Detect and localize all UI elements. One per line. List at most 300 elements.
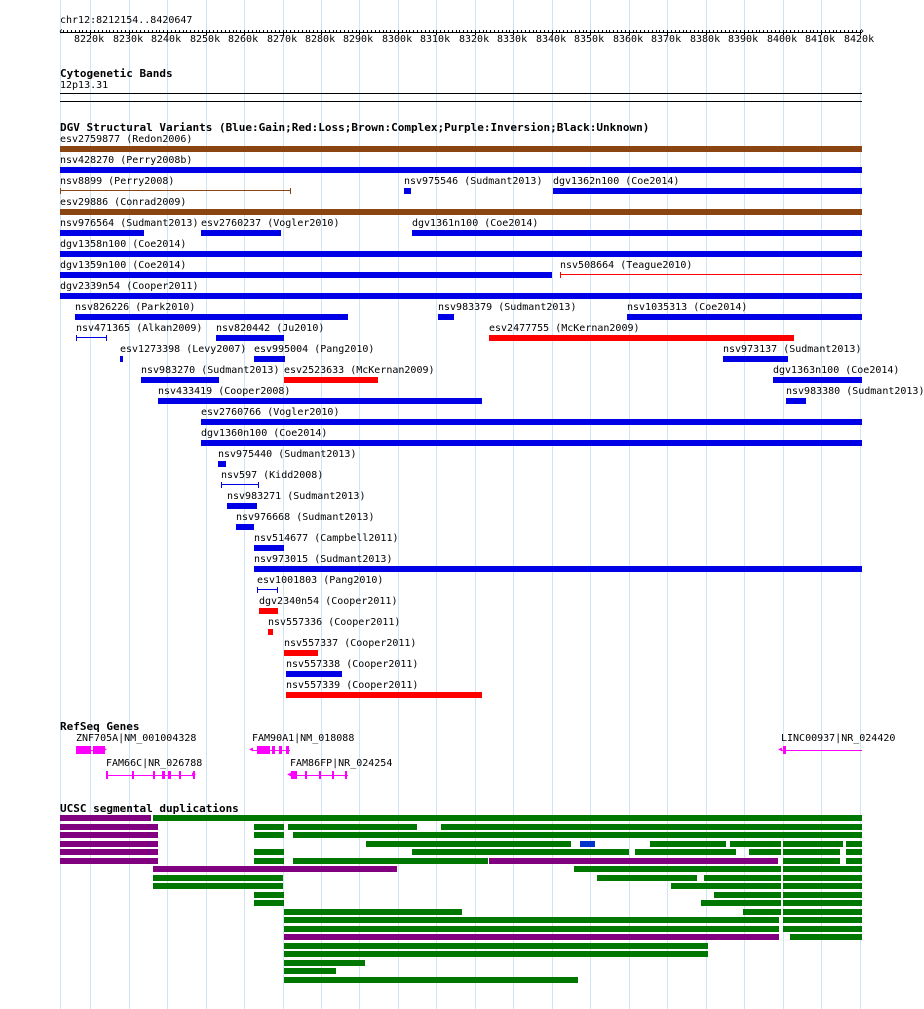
ruler-minor-tick <box>333 30 334 33</box>
ruler-minor-tick <box>506 30 507 33</box>
sv-feature-end-cap <box>290 188 291 194</box>
ruler-minor-tick <box>509 30 510 33</box>
sv-feature[interactable] <box>158 398 482 404</box>
position-readout: chr12:8212154..8420647 <box>60 15 193 26</box>
ruler-minor-tick <box>306 30 307 33</box>
sv-label: dgv1360n100 (Coe2014) <box>201 428 328 439</box>
ruler-minor-tick <box>190 30 191 33</box>
ruler-minor-tick <box>698 30 699 33</box>
gene-exon <box>332 771 334 779</box>
ruler-minor-tick <box>848 30 849 33</box>
segdup-feature[interactable] <box>254 824 284 830</box>
gene-model[interactable] <box>777 744 862 755</box>
ruler-minor-tick <box>794 30 795 33</box>
ruler-minor-tick <box>644 30 645 33</box>
gene-exon <box>76 746 91 754</box>
sv-feature-line <box>221 484 259 485</box>
sv-feature[interactable] <box>404 188 411 194</box>
ruler-minor-tick <box>375 30 376 33</box>
sv-label: nsv820442 (Ju2010) <box>216 323 325 334</box>
ruler-minor-tick <box>721 30 722 33</box>
ruler-minor-tick <box>471 30 472 33</box>
segdup-feature[interactable] <box>783 917 862 923</box>
ruler-minor-tick <box>571 30 572 33</box>
ruler-tick-label: 8420k <box>844 34 875 45</box>
sv-feature[interactable] <box>560 272 862 278</box>
ruler-minor-tick <box>363 30 364 33</box>
segdup-feature[interactable] <box>730 841 781 847</box>
ruler-minor-tick <box>771 30 772 33</box>
strand-left-arrow-icon: ◂ <box>286 769 293 780</box>
ruler-minor-tick <box>225 30 226 33</box>
sv-feature[interactable] <box>723 356 788 362</box>
gene-model[interactable] <box>286 769 348 780</box>
ruler-minor-tick <box>521 30 522 33</box>
sv-feature[interactable] <box>60 146 862 152</box>
ruler-minor-tick <box>813 30 814 33</box>
sv-feature[interactable] <box>60 272 552 278</box>
sv-label: dgv1363n100 (Coe2014) <box>773 365 900 376</box>
ruler-minor-tick <box>313 30 314 33</box>
ruler-minor-tick <box>786 30 787 33</box>
ruler-minor-tick <box>775 30 776 33</box>
sv-label: nsv433419 (Cooper2008) <box>158 386 291 397</box>
ruler-axis <box>60 32 862 33</box>
sv-feature[interactable] <box>257 587 278 593</box>
sv-feature[interactable] <box>60 230 144 236</box>
sv-label: esv2477755 (McKernan2009) <box>489 323 640 334</box>
sv-label: nsv976668 (Sudmant2013) <box>236 512 375 523</box>
ruler-tick-label: 8320k <box>459 34 490 45</box>
ruler-minor-tick <box>483 30 484 33</box>
ruler-minor-tick <box>656 30 657 33</box>
ruler-tick-label: 8230k <box>113 34 144 45</box>
ruler-minor-tick <box>683 30 684 33</box>
sv-label: nsv973015 (Sudmant2013) <box>254 554 393 565</box>
gene-label: FAM86FP|NR_024254 <box>290 758 393 769</box>
ruler-minor-tick <box>259 30 260 33</box>
segdup-feature[interactable] <box>783 858 840 864</box>
ruler-minor-tick <box>194 30 195 33</box>
ruler-tick-label: 8290k <box>343 34 374 45</box>
ruler-minor-tick <box>679 30 680 33</box>
ruler-left-arrow: ‹ <box>58 26 65 37</box>
sv-feature[interactable] <box>60 167 862 173</box>
sv-feature[interactable] <box>201 440 862 446</box>
segdup-feature[interactable] <box>783 900 862 906</box>
sv-feature[interactable] <box>489 335 794 341</box>
segdup-feature[interactable] <box>284 926 779 932</box>
ruler-minor-tick <box>279 30 280 33</box>
sv-feature[interactable] <box>201 230 281 236</box>
gene-exon <box>286 746 289 754</box>
ruler-minor-tick <box>340 30 341 33</box>
segdup-feature[interactable] <box>783 909 862 915</box>
ruler-minor-tick <box>440 30 441 33</box>
segdup-feature[interactable] <box>153 875 283 881</box>
ruler-minor-tick <box>833 30 834 33</box>
ruler-minor-tick <box>748 30 749 33</box>
segdup-feature[interactable] <box>704 875 781 881</box>
ruler-minor-tick <box>102 30 103 33</box>
segdup-feature[interactable] <box>153 883 283 889</box>
sv-feature[interactable] <box>236 524 254 530</box>
segdup-feature[interactable] <box>635 849 736 855</box>
dgv-track-title: DGV Structural Variants (Blue:Gain;Red:Loss;Brown:Complex;Purple:Inversion;Black:Unknown) <box>60 121 650 134</box>
ruler-minor-tick <box>140 30 141 33</box>
ruler-minor-tick <box>417 30 418 33</box>
ruler-minor-tick <box>152 30 153 33</box>
ruler-minor-tick <box>613 30 614 33</box>
gene-exon <box>272 746 275 754</box>
ruler-minor-tick <box>583 30 584 33</box>
ruler-minor-tick <box>402 30 403 33</box>
segdup-feature[interactable] <box>783 926 862 932</box>
ruler-minor-tick <box>136 30 137 33</box>
gene-exon <box>179 771 181 779</box>
ruler-minor-tick <box>825 30 826 33</box>
segdup-feature[interactable] <box>284 943 708 949</box>
ruler-minor-tick <box>106 30 107 33</box>
segdup-feature[interactable] <box>254 858 284 864</box>
ruler-tick-label: 8400k <box>767 34 798 45</box>
segdup-feature[interactable] <box>153 866 397 872</box>
refseq-track-title: RefSeq Genes <box>60 720 140 733</box>
ruler-minor-tick <box>221 30 222 33</box>
ruler-minor-tick <box>309 30 310 33</box>
sv-label: esv2523633 (McKernan2009) <box>284 365 435 376</box>
ruler-minor-tick <box>394 30 395 33</box>
segdup-feature[interactable] <box>749 849 781 855</box>
ruler-minor-tick <box>602 30 603 33</box>
segdup-feature[interactable] <box>254 900 284 906</box>
segdup-feature[interactable] <box>597 875 697 881</box>
ruler-minor-tick <box>717 30 718 33</box>
ruler-minor-tick <box>479 30 480 33</box>
segdup-feature[interactable] <box>284 934 779 940</box>
ruler-tick-label: 8310k <box>420 34 451 45</box>
sv-feature[interactable] <box>254 545 284 551</box>
ruler-minor-tick <box>298 30 299 33</box>
ruler-minor-tick <box>586 30 587 33</box>
segdup-feature[interactable] <box>254 892 284 898</box>
ruler-minor-tick <box>625 30 626 33</box>
ruler-minor-tick <box>798 30 799 33</box>
sv-feature[interactable] <box>773 377 862 383</box>
ruler-minor-tick <box>806 30 807 33</box>
ruler-tick-label: 8410k <box>805 34 836 45</box>
sv-label: nsv976564 (Sudmant2013) <box>60 218 199 229</box>
segdup-feature[interactable] <box>574 866 781 872</box>
segdup-feature[interactable] <box>60 849 158 855</box>
ruler-minor-tick <box>429 30 430 33</box>
ruler-minor-tick <box>690 30 691 33</box>
sv-feature[interactable] <box>438 314 454 320</box>
sv-label: nsv973137 (Sudmant2013) <box>723 344 862 355</box>
segdup-feature[interactable] <box>846 841 862 847</box>
ruler-minor-tick <box>267 30 268 33</box>
ruler-minor-tick <box>740 30 741 33</box>
sv-feature[interactable] <box>627 314 862 320</box>
ruler-minor-tick <box>609 30 610 33</box>
ruler-tick-label: 8330k <box>497 34 528 45</box>
ruler-minor-tick <box>344 30 345 33</box>
ruler-minor-tick <box>606 30 607 33</box>
sv-label: nsv557336 (Cooper2011) <box>268 617 401 628</box>
ruler-minor-tick <box>779 30 780 33</box>
sv-feature[interactable] <box>60 251 862 257</box>
segdup-feature[interactable] <box>783 883 862 889</box>
ruler-minor-tick <box>548 30 549 33</box>
ruler-minor-tick <box>390 30 391 33</box>
ruler-minor-tick <box>663 30 664 33</box>
sv-feature[interactable] <box>412 230 862 236</box>
sv-feature[interactable] <box>227 503 257 509</box>
ruler-tick-label: 8270k <box>267 34 298 45</box>
segdup-feature[interactable] <box>284 909 462 915</box>
ruler-minor-tick <box>733 30 734 33</box>
segdup-feature[interactable] <box>489 858 778 864</box>
ruler-minor-tick <box>213 30 214 33</box>
sv-feature-line <box>60 190 291 191</box>
sv-label: dgv1361n100 (Coe2014) <box>412 218 539 229</box>
sv-label: nsv983270 (Sudmant2013) <box>141 365 280 376</box>
ruler-minor-tick <box>790 30 791 33</box>
ruler-minor-tick <box>175 30 176 33</box>
ruler-minor-tick <box>490 30 491 33</box>
sv-feature[interactable] <box>284 650 318 656</box>
sv-label: esv2759877 (Redon2006) <box>60 134 193 145</box>
ruler-minor-tick <box>486 30 487 33</box>
sv-feature[interactable] <box>254 566 862 572</box>
sv-label: dgv1359n100 (Coe2014) <box>60 260 187 271</box>
ruler-minor-tick <box>640 30 641 33</box>
sv-feature[interactable] <box>254 356 285 362</box>
sv-feature[interactable] <box>221 482 259 488</box>
sv-feature-start-cap <box>221 482 222 488</box>
sv-feature[interactable] <box>60 293 862 299</box>
sv-label: nsv557338 (Cooper2011) <box>286 659 419 670</box>
ruler-minor-tick <box>633 30 634 33</box>
ruler-minor-tick <box>759 30 760 33</box>
ruler-minor-tick <box>421 30 422 33</box>
ruler-minor-tick <box>409 30 410 33</box>
sv-feature[interactable] <box>259 608 278 614</box>
sv-label: nsv8899 (Perry2008) <box>60 176 175 187</box>
sv-label: nsv975546 (Sudmant2013) <box>404 176 543 187</box>
segdup-feature[interactable] <box>60 832 158 838</box>
ruler-minor-tick <box>198 30 199 33</box>
sv-feature[interactable] <box>216 335 284 341</box>
ruler-minor-tick <box>113 30 114 33</box>
segdup-feature[interactable] <box>60 824 158 830</box>
segdup-feature[interactable] <box>60 858 158 864</box>
sv-label: esv2760237 (Vogler2010) <box>201 218 340 229</box>
ruler-minor-tick <box>236 30 237 33</box>
sv-feature[interactable] <box>268 629 273 635</box>
ruler-minor-tick <box>94 30 95 33</box>
ruler-minor-tick <box>517 30 518 33</box>
ruler-minor-tick <box>713 30 714 33</box>
segdup-feature[interactable] <box>783 866 862 872</box>
sv-feature-end-cap <box>258 482 259 488</box>
ruler-minor-tick <box>659 30 660 33</box>
ruler-minor-tick <box>294 30 295 33</box>
segdup-feature[interactable] <box>60 815 151 821</box>
segdup-feature[interactable] <box>743 909 781 915</box>
sv-feature[interactable] <box>120 356 123 362</box>
ruler-minor-tick <box>533 30 534 33</box>
sv-feature[interactable] <box>553 188 862 194</box>
sv-label: nsv471365 (Alkan2009) <box>76 323 203 334</box>
strand-right-arrow-icon: ▸ <box>191 769 198 780</box>
segdup-feature[interactable] <box>284 968 336 974</box>
ruler-minor-tick <box>621 30 622 33</box>
sv-feature-start-cap <box>60 188 61 194</box>
ruler-minor-tick <box>371 30 372 33</box>
ruler-minor-tick <box>79 30 80 33</box>
sv-feature[interactable] <box>286 692 482 698</box>
segdup-feature[interactable] <box>441 824 862 830</box>
ruler-minor-tick <box>456 30 457 33</box>
sv-label: nsv826226 (Park2010) <box>75 302 196 313</box>
sv-label: esv29886 (Conrad2009) <box>60 197 187 208</box>
gene-model[interactable] <box>76 744 109 755</box>
strand-right-arrow-icon: ▸ <box>102 744 109 755</box>
ruler-minor-tick <box>121 30 122 33</box>
ruler-minor-tick <box>336 30 337 33</box>
ruler-minor-tick <box>82 30 83 33</box>
segdup-feature[interactable] <box>671 883 781 889</box>
sv-label: nsv983271 (Sudmant2013) <box>227 491 366 502</box>
segdup-feature[interactable] <box>714 892 781 898</box>
sv-label: nsv983379 (Sudmant2013) <box>438 302 577 313</box>
ruler-minor-tick <box>559 30 560 33</box>
ruler-minor-tick <box>171 30 172 33</box>
segdup-feature[interactable] <box>288 824 417 830</box>
segdup-feature[interactable] <box>293 832 862 838</box>
sv-feature[interactable] <box>201 419 862 425</box>
sv-label: nsv514677 (Campbell2011) <box>254 533 399 544</box>
ruler-minor-tick <box>529 30 530 33</box>
ruler-minor-tick <box>71 30 72 33</box>
sv-feature[interactable] <box>76 335 107 341</box>
ruler-minor-tick <box>498 30 499 33</box>
segdup-feature[interactable] <box>293 858 488 864</box>
gene-model[interactable] <box>106 769 198 780</box>
ruler-minor-tick <box>536 30 537 33</box>
ruler-minor-tick <box>163 30 164 33</box>
segdup-feature[interactable] <box>284 960 365 966</box>
ruler-minor-tick <box>186 30 187 33</box>
segdup-feature[interactable] <box>783 841 843 847</box>
gene-exon <box>153 771 155 779</box>
ruler-minor-tick <box>125 30 126 33</box>
sv-feature[interactable] <box>75 314 348 320</box>
segdup-feature[interactable] <box>60 841 158 847</box>
segdup-feature[interactable] <box>153 815 862 821</box>
ruler-minor-tick <box>675 30 676 33</box>
sv-feature-line <box>76 337 107 338</box>
sv-feature[interactable] <box>286 671 342 677</box>
strand-left-arrow-icon: ◂ <box>777 744 784 755</box>
ruler-tick-label: 8260k <box>228 34 259 45</box>
segdup-feature[interactable] <box>783 875 862 881</box>
segdup-feature[interactable] <box>580 841 595 847</box>
sv-feature-start-cap <box>560 272 561 278</box>
ruler-minor-tick <box>179 30 180 33</box>
segdup-feature[interactable] <box>366 841 571 847</box>
sv-label: dgv1362n100 (Coe2014) <box>553 176 680 187</box>
ruler-minor-tick <box>386 30 387 33</box>
segdup-feature[interactable] <box>790 934 862 940</box>
segdup-feature[interactable] <box>650 841 726 847</box>
segdup-feature[interactable] <box>412 849 629 855</box>
ruler-minor-tick <box>444 30 445 33</box>
cytoband-track-title: Cytogenetic Bands <box>60 67 173 80</box>
ruler-minor-tick <box>525 30 526 33</box>
segdup-feature[interactable] <box>284 917 779 923</box>
segdup-feature[interactable] <box>254 832 284 838</box>
gene-label: ZNF705A|NM_001004328 <box>76 733 197 744</box>
segdup-feature[interactable] <box>783 849 840 855</box>
ruler-minor-tick <box>671 30 672 33</box>
ruler-tick-label: 8390k <box>728 34 759 45</box>
coordinate-ruler[interactable] <box>58 26 875 45</box>
ruler-minor-tick <box>448 30 449 33</box>
ruler-minor-tick <box>594 30 595 33</box>
segdup-feature[interactable] <box>846 858 862 864</box>
ruler-tick-label: 8300k <box>382 34 413 45</box>
ruler-tick-label: 8340k <box>536 34 567 45</box>
ruler-minor-tick <box>98 30 99 33</box>
ruler-minor-tick <box>286 30 287 33</box>
sv-feature-end-cap <box>106 335 107 341</box>
ruler-tick-label: 8360k <box>613 34 644 45</box>
sv-feature[interactable] <box>60 209 862 215</box>
sv-label: nsv557337 (Cooper2011) <box>284 638 417 649</box>
sv-feature[interactable] <box>60 188 291 194</box>
sv-feature-end-cap <box>277 587 278 593</box>
ruler-minor-tick <box>109 30 110 33</box>
gene-intron-line <box>781 750 862 751</box>
segdup-feature[interactable] <box>783 892 862 898</box>
sv-feature[interactable] <box>218 461 226 467</box>
sv-feature[interactable] <box>141 377 219 383</box>
ruler-minor-tick <box>352 30 353 33</box>
sv-feature-start-cap <box>76 335 77 341</box>
sv-label: esv1001803 (Pang2010) <box>257 575 384 586</box>
ruler-minor-tick <box>459 30 460 33</box>
gene-label: LINC00937|NR_024420 <box>781 733 896 744</box>
segdup-feature[interactable] <box>701 900 781 906</box>
ruler-minor-tick <box>579 30 580 33</box>
gene-exon <box>168 771 171 779</box>
segdup-feature[interactable] <box>254 849 284 855</box>
ruler-minor-tick <box>567 30 568 33</box>
ruler-minor-tick <box>329 30 330 33</box>
gene-model[interactable] <box>248 744 290 755</box>
ruler-tick-label: 8350k <box>574 34 605 45</box>
ruler-minor-tick <box>156 30 157 33</box>
sv-feature[interactable] <box>786 398 806 404</box>
segdup-feature[interactable] <box>284 977 578 983</box>
segdup-feature[interactable] <box>284 951 708 957</box>
ruler-minor-tick <box>256 30 257 33</box>
segdup-track-title: UCSC segmental duplications <box>60 802 239 815</box>
sv-feature[interactable] <box>284 377 378 383</box>
segdup-feature[interactable] <box>846 849 862 855</box>
